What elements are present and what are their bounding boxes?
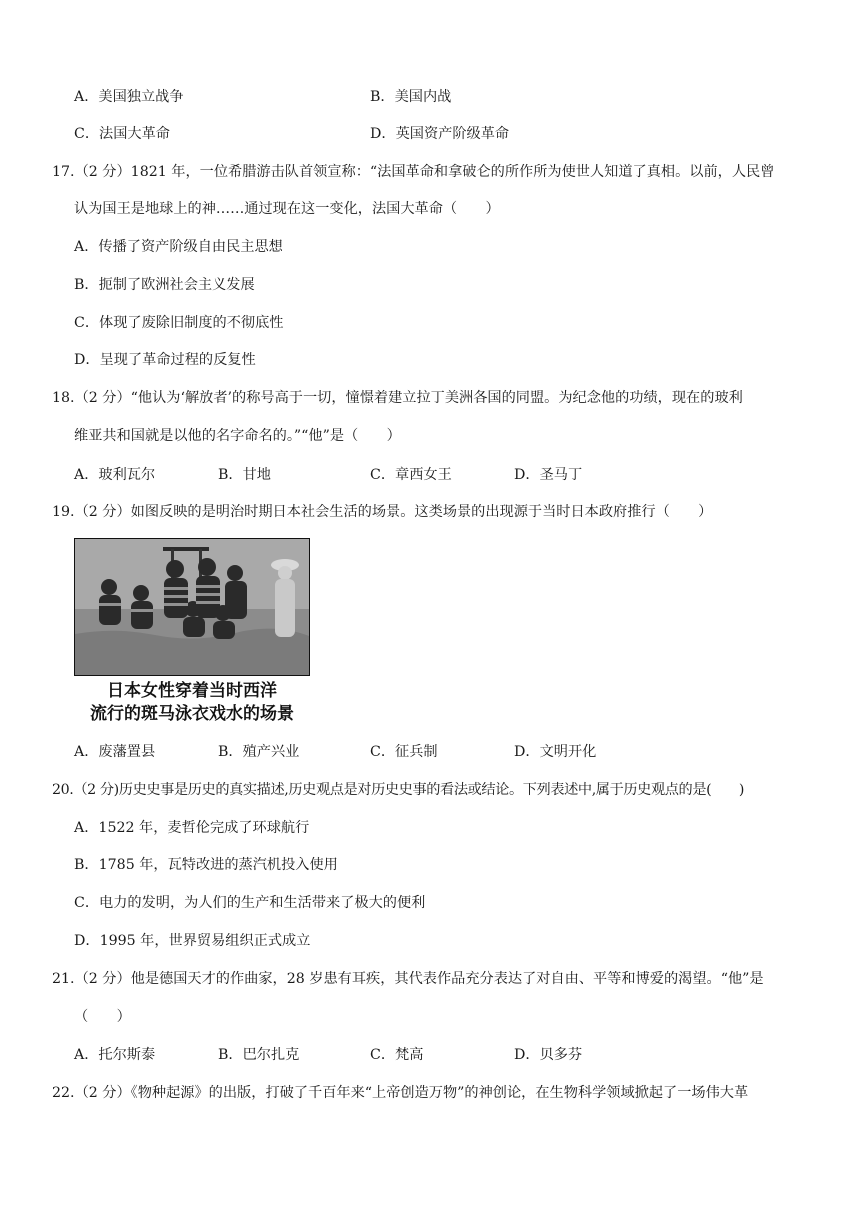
q19-option-c: C．征兵制 bbox=[370, 744, 438, 760]
q20-option-c: C．电力的发明，为人们的生产和生活带来了极大的便利 bbox=[74, 895, 426, 911]
q19-option-a: A．废藩置县 bbox=[74, 744, 156, 760]
q19-option-b: B．殖产兴业 bbox=[218, 744, 300, 760]
q16-option-c: C．法国大革命 bbox=[74, 126, 170, 142]
q20-option-b: B．1785 年，瓦特改进的蒸汽机投入使用 bbox=[74, 857, 338, 873]
q17-option-b: B．扼制了欧洲社会主义发展 bbox=[74, 277, 255, 293]
q21-option-d: D．贝多芬 bbox=[514, 1047, 583, 1063]
q19-image-caption-line1: 日本女性穿着当时西洋 bbox=[107, 681, 277, 701]
q17-option-c: C．体现了废除旧制度的不彻底性 bbox=[74, 315, 284, 331]
q20-option-d: D．1995 年，世界贸易组织正式成立 bbox=[74, 933, 311, 949]
q20-stem-line1: 20.（2 分)历史史事是历史的真实描述,历史观点是对历史史事的看法或结论。下列表述中,属于历史观点的是( ) bbox=[52, 782, 744, 798]
q21-option-b: B．巴尔扎克 bbox=[218, 1047, 300, 1063]
q17-stem-line2: 认为国王是地球上的神……通过现在这一变化，法国大革命（ ） bbox=[74, 201, 500, 217]
q17-stem-line1: 17.（2 分）1821 年，一位希腊游击队首领宣称：“法国革命和拿破仑的所作所为使世人知道了真相。以前，人民曾 bbox=[52, 164, 775, 180]
q19-figure bbox=[74, 538, 310, 726]
bathers-photo-illustration bbox=[75, 539, 309, 675]
q21-stem-line2: （ ） bbox=[74, 1009, 131, 1025]
q21-option-a: A．托尔斯泰 bbox=[74, 1047, 156, 1063]
q16-option-b: B．美国内战 bbox=[370, 89, 452, 105]
q19-image-caption-line2: 流行的斑马泳衣戏水的场景 bbox=[90, 704, 294, 724]
q20-option-a: A．1522 年，麦哲伦完成了环球航行 bbox=[74, 820, 310, 836]
q18-option-c: C．章西女王 bbox=[370, 467, 452, 483]
q19-stem-line1: 19.（2 分）如图反映的是明治时期日本社会生活的场景。这类场景的出现源于当时日本政府推行（ ） bbox=[52, 504, 713, 520]
q18-stem-line2: 维亚共和国就是以他的名字命名的。”“他”是（ ） bbox=[74, 428, 401, 444]
q18-option-b: B．甘地 bbox=[218, 467, 271, 483]
q21-option-c: C．梵高 bbox=[370, 1047, 424, 1063]
q22-stem-line1: 22.（2 分）《物种起源》的出版，打破了千百年来“上帝创造万物”的神创论，在生物科学领域掀起了一场伟大革 bbox=[52, 1085, 749, 1101]
q18-option-d: D．圣马丁 bbox=[514, 467, 583, 483]
q18-option-a: A．玻利瓦尔 bbox=[74, 467, 156, 483]
q17-option-a: A．传播了资产阶级自由民主思想 bbox=[74, 239, 283, 255]
q16-option-d: D．英国资产阶级革命 bbox=[370, 126, 510, 142]
q21-stem-line1: 21.（2 分）他是德国天才的作曲家，28 岁患有耳疾，其代表作品充分表达了对自由、平等和博爱的渴望。“他”是 bbox=[52, 971, 764, 987]
q19-option-d: D．文明开化 bbox=[514, 744, 597, 760]
q18-stem-line1: 18.（2 分）“他认为‘解放者’的称号高于一切，憧憬着建立拉丁美洲各国的同盟。为纪念他的功绩，现在的玻利 bbox=[52, 390, 743, 406]
q16-option-a: A．美国独立战争 bbox=[74, 89, 184, 105]
q17-option-d: D．呈现了革命过程的反复性 bbox=[74, 352, 256, 368]
q19-photo bbox=[74, 538, 310, 676]
